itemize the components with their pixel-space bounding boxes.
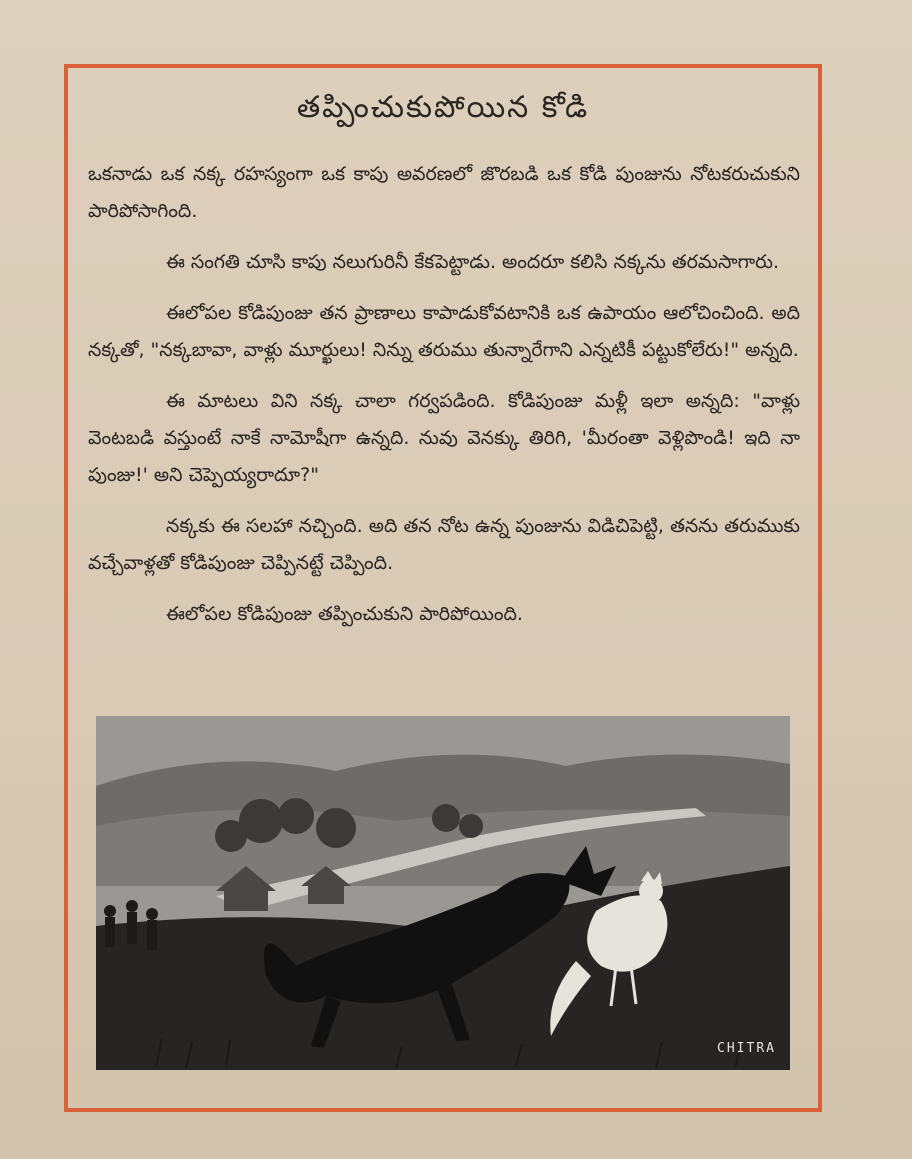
artist-signature: CHITRA: [717, 1041, 776, 1056]
paragraph-3: ఈలోపల కోడిపుంజు తన ప్రాణాలు కాపాడుకోవటానికి ఒక ఉపాయం ఆలోచించింది. అది నక్కతో, "నక్కబావా, వాళ్లు మూర్ఖులు! నిన్ను తరుము తున్నారేగాని ఎన్నటికీ పట్టుకోలేరు!" అన్నది.: [88, 302, 800, 361]
story-illustration: [96, 716, 790, 1070]
paragraph-2: ఈ సంగతి చూసి కాపు నలుగురినీ కేకపెట్టాడు. అందరూ కలిసి నక్కను తరమసాగారు.: [166, 251, 779, 273]
paragraph-5: నక్కకు ఈ సలహా నచ్చింది. అది తన నోట ఉన్న పుంజును విడిచిపెట్టి, తనను తరుముకు వచ్చేవాళ్లతో కోడిపుంజు చెప్పినట్టే చెప్పింది.: [88, 515, 800, 574]
paragraph-4: ఈ మాటలు విని నక్క చాలా గర్వపడింది. కోడిపుంజు మళ్లీ ఇలా అన్నది: "వాళ్లు వెంటబడి వస్తుంటే నాకే నామోషీగా ఉన్నది. నువు వెనక్కు తిరిగి, 'మీరంతా వెళ్లిపొండి! ఇది నా పుంజు!' అని చెప్పెయ్యరాదూ?": [88, 390, 800, 486]
fox-and-rooster-scene: [96, 716, 790, 1070]
paragraph-6: ఈలోపల కోడిపుంజు తప్పించుకుని పారిపోయింది.: [166, 603, 523, 625]
story-body: [88, 156, 800, 647]
story-title: తప్పించుకుపోయిన కోడి: [296, 90, 590, 125]
paragraph-1: ఒకనాడు ఒక నక్క రహస్యంగా ఒక కాపు అవరణలో జొరబడి ఒక కోడి పుంజును నోటకరుచుకుని పారిపోసాగింది.: [88, 163, 800, 222]
